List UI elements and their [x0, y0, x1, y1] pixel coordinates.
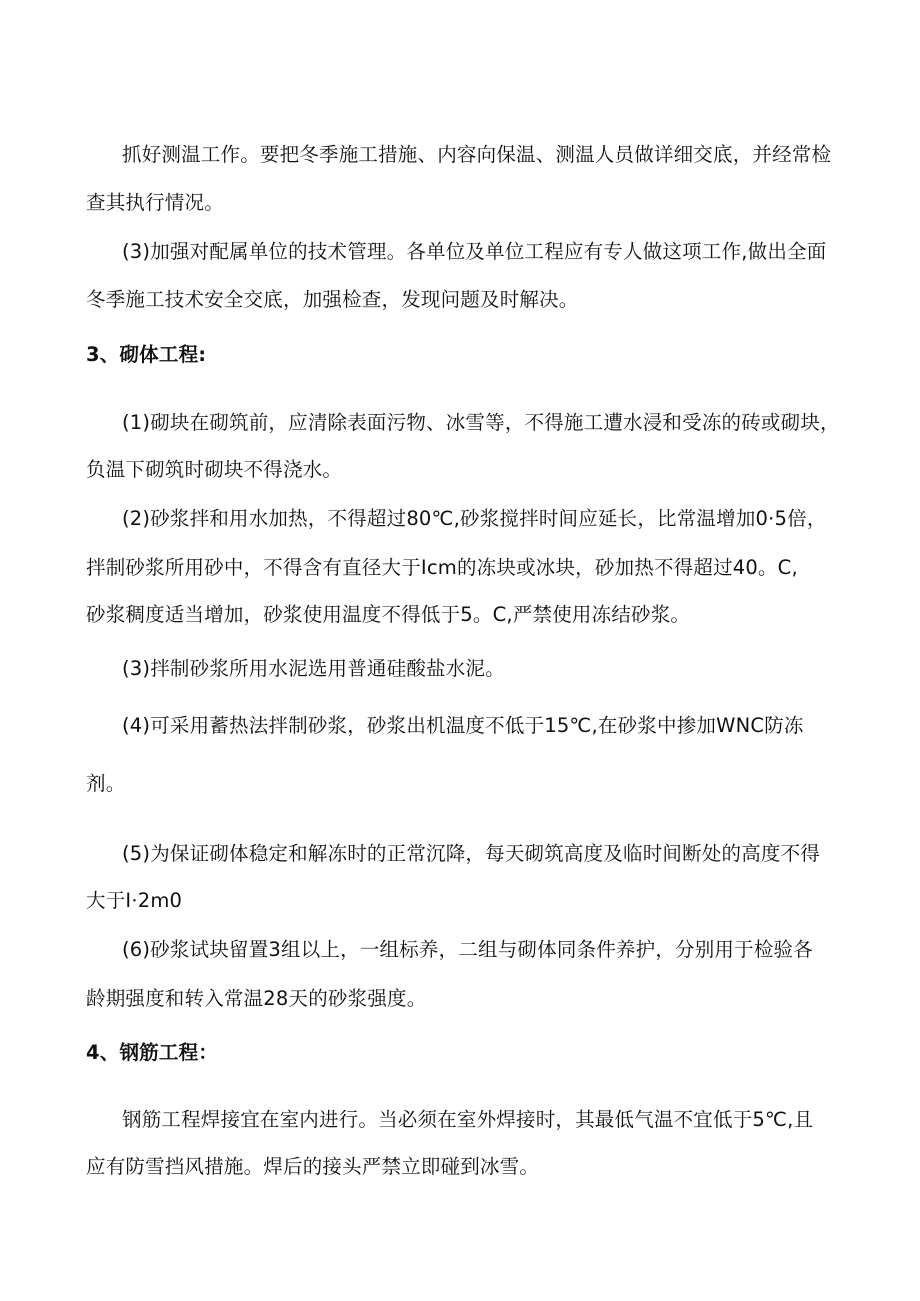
- paragraph-line: (1)砌块在砌筑前，应清除表面污物、冰雪等，不得施工遭水浸和受冻的砖或砌块，: [122, 411, 840, 434]
- paragraph-line: (4)可采用蓄热法拌制砂浆，砂浆出机温度不低于15℃,在砂浆中掺加WNC防冻: [122, 714, 804, 737]
- paragraph-line: 剂。: [86, 772, 126, 795]
- paragraph-line: 大于I·2m0: [86, 889, 183, 912]
- paragraph-line: 冬季施工技术安全交底，加强检查，发现问题及时解决。: [86, 288, 579, 311]
- paragraph-line: (3)拌制砂浆所用水泥选用普通硅酸盐水泥。: [122, 657, 505, 680]
- paragraph-line: 拌制砂浆所用砂中，不得含有直径大于Icm的冻块或冰块，砂加热不得超过40。C,: [86, 556, 798, 579]
- paragraph-line: 抓好测温工作。要把冬季施工措施、内容向保温、测温人员做详细交底，并经常检: [122, 143, 832, 166]
- paragraph-line: 龄期强度和转入常温28天的砂浆强度。: [86, 987, 427, 1010]
- paragraph-line: (6)砂浆试块留置3组以上，一组标养，二组与砌体同条件养护，分别用于检验各: [122, 938, 813, 961]
- paragraph-line: (5)为保证砌体稳定和解冻时的正常沉降，每天砌筑高度及临时间断处的高度不得: [122, 842, 821, 865]
- paragraph-line: 负温下砌筑时砌块不得浇水。: [86, 458, 343, 481]
- paragraph-line: 砂浆稠度适当增加，砂浆使用温度不得低于5。C,严禁使用冻结砂浆。: [86, 603, 691, 626]
- section-heading: 3、砌体工程:: [86, 343, 207, 366]
- paragraph-line: (3)加强对配属单位的技术管理。各单位及单位工程应有专人做这项工作,做出全面: [122, 240, 827, 263]
- paragraph-line: 查其执行情况。: [86, 191, 224, 214]
- paragraph-line: (2)砂浆拌和用水加热，不得超过80℃,砂浆搅拌时间应延长，比常温增加0·5倍，: [122, 507, 827, 530]
- paragraph-line: 钢筋工程焊接宜在室内进行。当必须在室外焊接时，其最低气温不宜低于5℃,且: [122, 1108, 814, 1131]
- section-heading: 4、钢筋工程：: [86, 1041, 218, 1064]
- paragraph-line: 应有防雪挡风措施。焊后的接头严禁立即碰到冰雪。: [86, 1155, 540, 1178]
